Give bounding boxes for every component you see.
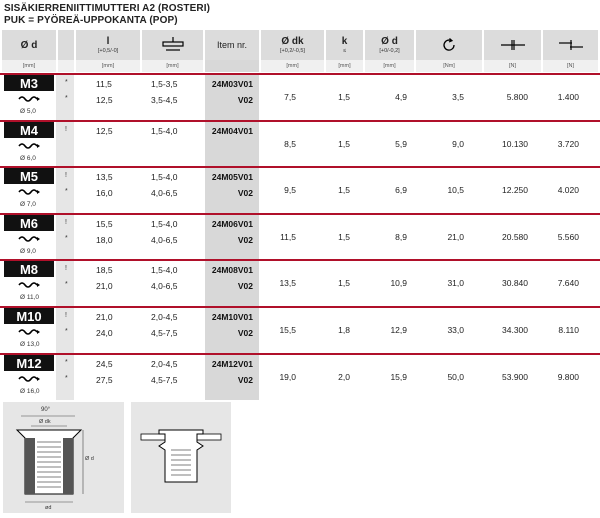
item-number[interactable]: 24M08V01 xyxy=(211,265,253,275)
torque-value: 3,5 xyxy=(452,92,464,102)
stock-mark: * xyxy=(65,328,68,335)
length-value: 27,5 xyxy=(96,375,113,385)
item-number[interactable]: V02 xyxy=(237,375,253,385)
grip-range-value: 2,0-4,5 xyxy=(151,359,178,369)
head-diameter-value: 9,5 xyxy=(284,185,296,195)
torque-value: 21,0 xyxy=(447,232,464,242)
stock-mark: * xyxy=(65,359,68,366)
unit-d0: [mm] xyxy=(365,60,414,72)
item-number[interactable]: 24M05V01 xyxy=(211,172,253,182)
drill-hole-value: 10,9 xyxy=(390,278,407,288)
cross-section-drawing xyxy=(3,402,124,513)
length-value: 21,0 xyxy=(96,312,113,322)
drill-hole-value: 6,9 xyxy=(395,185,407,195)
size-group xyxy=(0,306,600,353)
stock-mark: * xyxy=(65,188,68,195)
tensile-value: 53.900 xyxy=(502,372,528,382)
header-drill-diameter: Ø d [+0/-0,2] xyxy=(365,30,414,60)
item-number[interactable]: 24M03V01 xyxy=(211,79,253,89)
length-value: 18,0 xyxy=(96,235,113,245)
length-value: 18,5 xyxy=(96,265,113,275)
header-head-height: k ≤ xyxy=(326,30,363,60)
drill-diameter: Ø 13,0 xyxy=(20,341,40,348)
drill-diameter: Ø 11,0 xyxy=(20,294,40,301)
header-grip-range xyxy=(142,30,203,60)
item-number[interactable]: 24M06V01 xyxy=(211,219,253,229)
head-diameter-value: 19,0 xyxy=(279,372,296,382)
drill-diameter: Ø 5,0 xyxy=(20,108,36,115)
head-height-value: 1,5 xyxy=(338,278,350,288)
row-divider xyxy=(0,120,600,122)
torque-value: 31,0 xyxy=(447,278,464,288)
tensile-value: 34.300 xyxy=(502,325,528,335)
head-height-value: 2,0 xyxy=(338,372,350,382)
item-number[interactable]: V02 xyxy=(237,95,253,105)
table-header xyxy=(0,30,600,60)
row-divider xyxy=(0,73,600,75)
grip-range-value: 1,5-4,0 xyxy=(151,172,178,182)
shear-value: 7.640 xyxy=(557,278,579,288)
torque-icon xyxy=(441,37,457,53)
length-value: 16,0 xyxy=(96,188,113,198)
size-group xyxy=(0,353,600,400)
stock-mark: * xyxy=(65,375,68,382)
bottom-d-label: ød xyxy=(45,505,52,511)
shear-value: 9.800 xyxy=(557,372,579,382)
row-divider xyxy=(0,306,600,308)
header-length: l [+0,5/-0] xyxy=(76,30,140,60)
length-value: 15,5 xyxy=(96,219,113,229)
head-diameter-value: 15,5 xyxy=(279,325,296,335)
head-diameter-value: 8,5 xyxy=(284,139,296,149)
shear-value: 5.560 xyxy=(557,232,579,242)
grip-range-icon xyxy=(158,36,188,54)
unit-dk: [mm] xyxy=(261,60,324,72)
grip-range-value: 4,0-6,5 xyxy=(151,188,178,198)
grip-range-value: 3,5-4,5 xyxy=(151,95,178,105)
thread-size: M8 xyxy=(4,261,54,277)
header-tensile xyxy=(484,30,541,60)
stock-mark: * xyxy=(65,79,68,86)
drill-diameter: Ø 6,0 xyxy=(20,155,36,162)
length-value: 13,5 xyxy=(96,172,113,182)
length-value: 24,0 xyxy=(96,328,113,338)
stock-mark: ! xyxy=(65,126,67,133)
tensile-value: 20.580 xyxy=(502,232,528,242)
unit-tensile: [N] xyxy=(484,60,541,72)
drill-hole-value: 12,9 xyxy=(390,325,407,335)
stock-mark: ! xyxy=(65,172,67,179)
drill-icon xyxy=(18,188,40,196)
header-shear xyxy=(543,30,598,60)
unit-grip: [mm] xyxy=(142,60,203,72)
header-torque xyxy=(416,30,482,60)
rivet-nut-section-icon xyxy=(3,402,124,513)
item-number[interactable]: 24M10V01 xyxy=(211,312,253,322)
item-number[interactable]: 24M12V01 xyxy=(211,359,253,369)
grip-range-value: 4,5-7,5 xyxy=(151,375,178,385)
stock-mark: ! xyxy=(65,219,67,226)
row-divider xyxy=(0,353,600,355)
item-number[interactable]: V02 xyxy=(237,281,253,291)
head-height-value: 1,5 xyxy=(338,232,350,242)
thread-size: M5 xyxy=(4,168,54,184)
doc-subtitle: PUK = PYÖREÄ-UPPOKANTA (POP) xyxy=(4,15,178,26)
installed-drawing xyxy=(131,402,231,513)
drill-icon xyxy=(18,328,40,336)
thread-size: M12 xyxy=(4,355,54,371)
grip-range-value: 1,5-4,0 xyxy=(151,265,178,275)
item-number[interactable]: V02 xyxy=(237,235,253,245)
tensile-value: 30.840 xyxy=(502,278,528,288)
unit-torque: [Nm] xyxy=(416,60,482,72)
head-height-value: 1,5 xyxy=(338,92,350,102)
doc-title: SISÄKIERRENIITTIMUTTERI A2 (ROSTERI) xyxy=(4,3,211,14)
drill-diameter: Ø 9,0 xyxy=(20,248,36,255)
length-value: 12,5 xyxy=(96,95,113,105)
item-number[interactable]: 24M04V01 xyxy=(211,126,253,136)
unit-shear: [N] xyxy=(543,60,598,72)
tensile-icon xyxy=(500,38,526,52)
size-group xyxy=(0,259,600,306)
grip-range-value: 1,5-3,5 xyxy=(151,79,178,89)
unit-d: [mm] xyxy=(2,60,56,72)
item-number[interactable]: V02 xyxy=(237,188,253,198)
head-height-value: 1,5 xyxy=(338,139,350,149)
drill-hole-value: 4,9 xyxy=(395,92,407,102)
drill-icon xyxy=(18,142,40,150)
tensile-value: 12.250 xyxy=(502,185,528,195)
row-divider xyxy=(0,259,600,261)
drill-diameter: Ø 7,0 xyxy=(20,201,36,208)
length-value: 24,5 xyxy=(96,359,113,369)
units-row xyxy=(0,60,600,72)
grip-range-value: 4,5-7,5 xyxy=(151,328,178,338)
thread-size: M6 xyxy=(4,215,54,231)
length-value: 11,5 xyxy=(96,79,112,89)
head-diameter-value: 11,5 xyxy=(280,232,296,242)
torque-value: 10,5 xyxy=(447,185,464,195)
drill-diameter: Ø 16,0 xyxy=(20,388,40,395)
shear-value: 1.400 xyxy=(557,92,579,102)
header-head-diameter: Ø dk [+0,2/-0,5] xyxy=(261,30,324,60)
stock-mark: * xyxy=(65,95,68,102)
size-group xyxy=(0,213,600,260)
stock-mark: ! xyxy=(65,312,67,319)
torque-value: 9,0 xyxy=(452,139,464,149)
drill-icon xyxy=(18,375,40,383)
shear-icon xyxy=(558,38,584,52)
drill-icon xyxy=(18,235,40,243)
drill-hole-value: 5,9 xyxy=(395,139,407,149)
shear-value: 8.110 xyxy=(558,325,579,335)
length-value: 21,0 xyxy=(96,281,113,291)
drill-icon xyxy=(18,95,40,103)
grip-range-value: 4,0-6,5 xyxy=(151,235,178,245)
drill-hole-value: 8,9 xyxy=(395,232,407,242)
length-value: 12,5 xyxy=(96,126,113,136)
stock-mark: ! xyxy=(65,265,67,272)
size-group xyxy=(0,73,600,120)
header-item-number: Item nr. xyxy=(205,30,259,60)
dk-label: Ø dk xyxy=(39,419,51,425)
stock-mark: * xyxy=(65,281,68,288)
head-diameter-value: 7,5 xyxy=(284,92,296,102)
drill-icon xyxy=(18,281,40,289)
head-diameter-value: 13,5 xyxy=(279,278,296,288)
tensile-value: 10.130 xyxy=(502,139,528,149)
thread-size: M3 xyxy=(4,75,54,91)
header-mark xyxy=(58,30,74,60)
grip-range-value: 4,0-6,5 xyxy=(151,281,178,291)
unit-l: [mm] xyxy=(76,60,140,72)
installed-nut-icon xyxy=(131,402,231,513)
d-label: Ø d xyxy=(85,456,94,462)
size-group xyxy=(0,166,600,213)
tensile-value: 5.800 xyxy=(506,92,528,102)
grip-range-value: 1,5-4,0 xyxy=(151,219,178,229)
item-number[interactable]: V02 xyxy=(237,328,253,338)
torque-value: 33,0 xyxy=(447,325,464,335)
torque-value: 50,0 xyxy=(447,372,464,382)
shear-value: 3.720 xyxy=(557,139,579,149)
grip-range-value: 2,0-4,5 xyxy=(151,312,178,322)
shear-value: 4.020 xyxy=(557,185,579,195)
thread-size: M10 xyxy=(4,308,54,324)
row-divider xyxy=(0,166,600,168)
row-divider xyxy=(0,213,600,215)
stock-mark: * xyxy=(65,235,68,242)
unit-k: [mm] xyxy=(326,60,363,72)
thread-size: M4 xyxy=(4,122,54,138)
grip-range-value: 1,5-4,0 xyxy=(151,126,178,136)
head-height-value: 1,5 xyxy=(338,185,350,195)
size-group xyxy=(0,120,600,167)
header-diameter: Ø d xyxy=(2,30,56,60)
angle-label: 90° xyxy=(41,407,51,413)
drill-hole-value: 15,9 xyxy=(390,372,407,382)
head-height-value: 1,8 xyxy=(338,325,350,335)
